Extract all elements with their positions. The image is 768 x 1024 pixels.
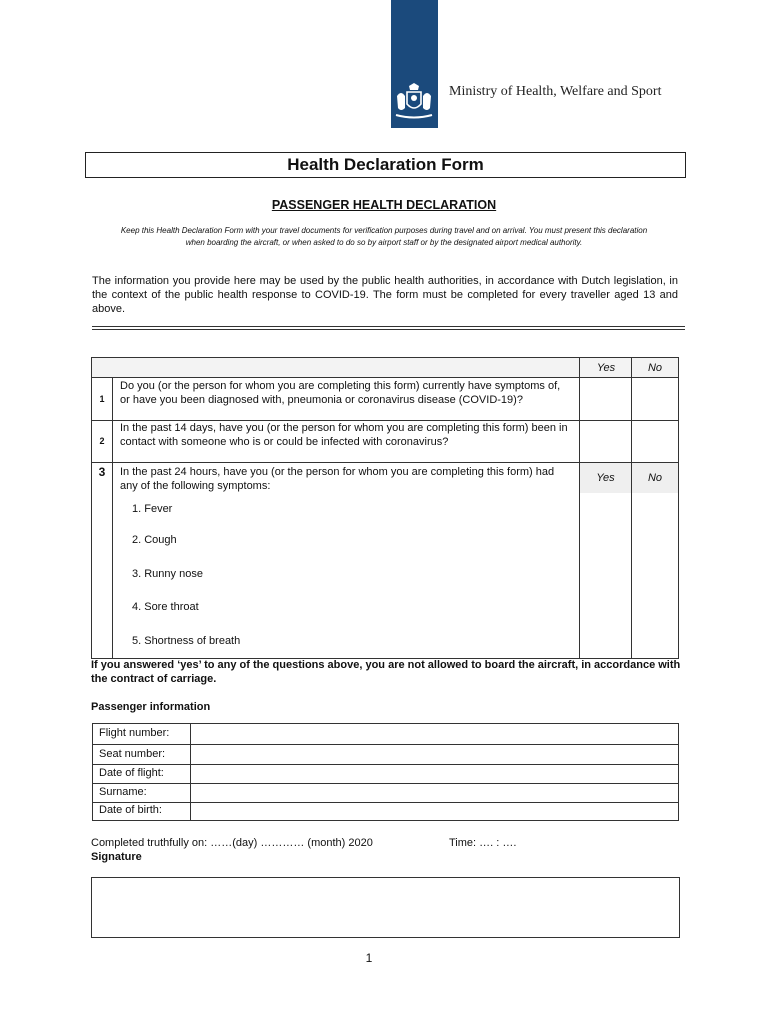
divider (92, 329, 685, 330)
passenger-info-table (92, 723, 679, 821)
question-number: 2 (99, 436, 105, 446)
symptom-item: 3. Runny nose (132, 568, 203, 580)
table-row (93, 745, 678, 765)
time-line: Time: …. : …. (449, 837, 517, 849)
table-row (93, 803, 678, 820)
symptom-item: 5. Shortness of breath (132, 635, 241, 647)
table-row (93, 784, 678, 803)
seat-number-label: Seat number: (99, 748, 166, 760)
question-number: 1 (99, 394, 105, 404)
date-of-birth-field[interactable] (191, 803, 678, 820)
surname-label: Surname: (99, 786, 147, 798)
q3-no-cell[interactable] (632, 493, 678, 658)
symptom-item: 2. Cough (132, 534, 177, 546)
boarding-warning: If you answered ‘yes’ to any of the questions above, you are not allowed to board the aircraft, in accordance with the contract of carriage. (91, 659, 681, 685)
question-text: In the past 24 hours, have you (or the person for whom you are completing this form) had any of the following symptoms: (120, 466, 555, 492)
royal-coat-of-arms-icon (393, 82, 435, 122)
notice-text: Keep this Health Declaration Form with your travel documents for verification purposes during travel and on arrival. You must present this declaration when boarding the aircraft, or when asked to do so by airport staff or by the designated airport medical authority. (120, 226, 648, 247)
no-header: No (647, 362, 663, 374)
date-of-birth-label: Date of birth: (99, 804, 162, 816)
question-text: In the past 14 days, have you (or the person for whom you are completing this form) been in contact with someone who is or could be infected with coronavirus? (120, 422, 568, 448)
passenger-info-title: Passenger information (91, 701, 211, 713)
table-header (92, 358, 678, 378)
signature-field[interactable] (91, 877, 680, 938)
yes-header: Yes (580, 463, 631, 493)
table-row (93, 765, 678, 784)
form-subtitle: PASSENGER HEALTH DECLARATION (271, 198, 497, 212)
seat-number-field[interactable] (191, 745, 678, 764)
signature-label: Signature (91, 851, 142, 863)
q3-yes-cell[interactable] (580, 493, 631, 658)
completed-date-line: Completed truthfully on: ……(day) ………… (month) 2020 (91, 837, 373, 849)
symptom-item: 4. Sore throat (132, 601, 199, 613)
questions-table (91, 357, 679, 659)
form-title: Health Declaration Form (85, 152, 686, 178)
date-of-flight-label: Date of flight: (99, 767, 164, 779)
q2-no-cell[interactable] (632, 421, 678, 462)
q1-no-cell[interactable] (632, 378, 678, 420)
question-number: 3 (98, 465, 106, 479)
flight-number-label: Flight number: (99, 727, 170, 739)
symptom-item: 1. Fever (132, 503, 173, 515)
page-number: 1 (365, 951, 373, 965)
intro-text: The information you provide here may be used by the public health authorities, in accordance with Dutch legislation, in the context of the public health response to COVID-19. The form must be completed for every traveller aged 13 and above. (92, 275, 678, 315)
table-row (93, 724, 678, 745)
yes-header: Yes (596, 362, 616, 374)
question-text: Do you (or the person for whom you are completing this form) currently have symptoms of, or have you been diagnosed with, pneumonia or coronavirus disease (COVID-19)? (120, 380, 561, 406)
surname-field[interactable] (191, 784, 678, 802)
date-of-flight-field[interactable] (191, 765, 678, 783)
q1-yes-cell[interactable] (580, 378, 631, 420)
flight-number-field[interactable] (191, 724, 678, 744)
no-header: No (632, 463, 678, 493)
q2-yes-cell[interactable] (580, 421, 631, 462)
divider (92, 326, 685, 327)
ministry-name: Ministry of Health, Welfare and Sport (449, 84, 662, 99)
